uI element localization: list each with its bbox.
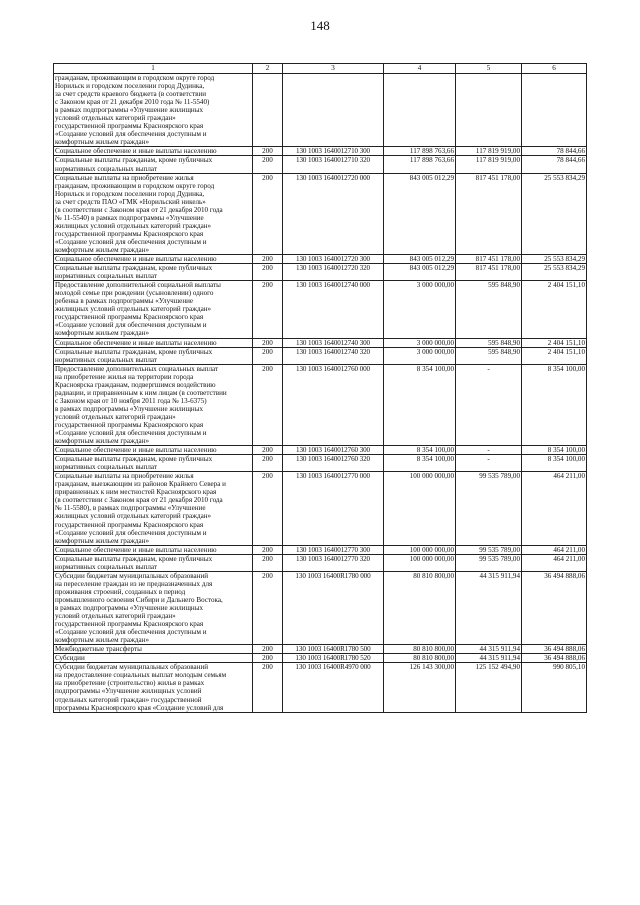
cell-approved-amount: 117 898 763,66 xyxy=(384,156,456,173)
cell-admin-code: 200 xyxy=(253,147,283,156)
cell-unexecuted-amount: 36 494 888,06 xyxy=(522,645,587,654)
table-row xyxy=(54,472,587,545)
cell-admin-code: 200 xyxy=(253,545,283,554)
table-row xyxy=(54,364,587,445)
cell-description: Социальные выплаты гражданам, кроме публичных нормативных социальных выплат xyxy=(54,264,253,281)
table-row xyxy=(54,173,587,254)
cell-approved-amount: 100 000 000,00 xyxy=(384,554,456,571)
cell-admin-code: 200 xyxy=(253,554,283,571)
cell-budget-classification-code: 130 1003 1640012760 320 xyxy=(283,455,384,472)
cell-approved-amount: 3 000 000,00 xyxy=(384,281,456,338)
cell-unexecuted-amount: 2 404 151,10 xyxy=(522,347,587,364)
cell-unexecuted-amount: 8 354 100,00 xyxy=(522,364,587,445)
table-row xyxy=(54,654,587,663)
cell-description: Социальные выплаты на приобретение жилья гражданам, выезжающим из районов Крайнего Севера и приравненных к ним местностей Красноярского края (в соответствии с Законом края от 21 декабря 2010 года № 11-5580), в рамках подпрограммы «Улучшение жилищных условий отдельных категорий граждан» государственной программы Красноярского края «Создание условий для обеспечения доступным и комфортным жильем граждан» xyxy=(54,472,253,545)
cell-executed-amount: 99 535 789,00 xyxy=(456,545,522,554)
cell-approved-amount: 100 000 000,00 xyxy=(384,472,456,545)
cell-unexecuted-amount: 464 211,00 xyxy=(522,554,587,571)
cell-budget-classification-code: 130 1003 1640012710 300 xyxy=(283,147,384,156)
cell-admin-code: 200 xyxy=(253,156,283,173)
cell-description: Субсидии бюджетам муниципальных образований на предоставление социальных выплат молодым семьям на приобретение (строительство) жилья в рамках подпрограммы «Улучшение жилищных условий отдельных категорий граждан» государственной программы Красноярского края «Создание условий для xyxy=(54,663,253,712)
cell-unexecuted-amount: 36 494 888,06 xyxy=(522,654,587,663)
cell-description: Социальные выплаты гражданам, кроме публичных нормативных социальных выплат xyxy=(54,156,253,173)
table-row xyxy=(54,645,587,654)
cell-budget-classification-code: 130 1003 16400R1780 000 xyxy=(283,571,384,644)
page-number: 148 xyxy=(310,18,330,33)
cell-description: Социальное обеспечение и иные выплаты населению xyxy=(54,255,253,264)
cell-unexecuted-amount: 2 404 151,10 xyxy=(522,281,587,338)
cell-executed-amount: 117 819 919,00 xyxy=(456,147,522,156)
cell-approved-amount: 8 354 100,00 xyxy=(384,455,456,472)
cell-approved-amount: 117 898 763,66 xyxy=(384,147,456,156)
cell-budget-classification-code: 130 1003 1640012760 000 xyxy=(283,364,384,445)
cell-description: Социальные выплаты гражданам, кроме публичных нормативных социальных выплат xyxy=(54,554,253,571)
cell-approved-amount: 80 810 800,00 xyxy=(384,571,456,644)
cell-admin-code: 200 xyxy=(253,255,283,264)
cell-executed-amount: 44 315 911,94 xyxy=(456,654,522,663)
cell-executed-amount: 44 315 911,94 xyxy=(456,645,522,654)
cell-unexecuted-amount: 78 844,66 xyxy=(522,156,587,173)
cell-admin-code: 200 xyxy=(253,446,283,455)
cell-description: Предоставление дополнительных социальных выплат на приобретение жилья на территории города Красноярска гражданам, подвергшимся воздействию радиации, и приравненным к ним лицам (в соответствии с Законом края от 10 ноября 2011 года № 13-6375) в рамках подпрограммы «Улучшение жилищных условий отдельных категорий граждан» государственной программы Красноярского края «Создание условий для обеспечения доступным и комфортным жильем граждан» xyxy=(54,364,253,445)
table-row xyxy=(54,554,587,571)
cell-admin-code: 200 xyxy=(253,654,283,663)
table-row xyxy=(54,281,587,338)
cell-admin-code: 200 xyxy=(253,264,283,281)
cell-unexecuted-amount: 25 553 834,29 xyxy=(522,255,587,264)
cell-unexecuted-amount: 464 211,00 xyxy=(522,472,587,545)
cell-description: Межбюджетные трансферты xyxy=(54,645,253,654)
cell-description: Социальное обеспечение и иные выплаты населению xyxy=(54,338,253,347)
cell-budget-classification-code: 130 1003 1640012740 320 xyxy=(283,347,384,364)
cell-approved-amount xyxy=(384,74,456,147)
cell-executed-amount: 595 848,90 xyxy=(456,338,522,347)
cell-description: Субсидии xyxy=(54,654,253,663)
cell-budget-classification-code: 130 1003 1640012710 320 xyxy=(283,156,384,173)
cell-executed-amount: - xyxy=(456,446,522,455)
cell-description: Социальное обеспечение и иные выплаты населению xyxy=(54,147,253,156)
cell-budget-classification-code: 130 1003 1640012720 300 xyxy=(283,255,384,264)
table-row xyxy=(54,264,587,281)
cell-admin-code xyxy=(253,74,283,147)
cell-executed-amount: - xyxy=(456,455,522,472)
cell-approved-amount: 100 000 000,00 xyxy=(384,545,456,554)
cell-executed-amount: 817 451 178,00 xyxy=(456,264,522,281)
cell-admin-code: 200 xyxy=(253,347,283,364)
cell-unexecuted-amount: 36 494 888,06 xyxy=(522,571,587,644)
cell-budget-classification-code: 130 1003 1640012770 300 xyxy=(283,545,384,554)
table-row xyxy=(54,74,587,147)
header-col-4: 4 xyxy=(384,64,456,74)
cell-admin-code: 200 xyxy=(253,663,283,712)
cell-unexecuted-amount: 8 354 100,00 xyxy=(522,455,587,472)
cell-budget-classification-code xyxy=(283,74,384,147)
cell-executed-amount: 125 152 494,90 xyxy=(456,663,522,712)
table-row xyxy=(54,455,587,472)
cell-description: Предоставление дополнительной социальной выплаты молодой семье при рождении (усыновлении) одного ребенка в рамках подпрограммы «Улучшение жилищных условий отдельных категорий граждан» государственной программы Красноярского края «Создание условий для обеспечения доступным и комфортным жильем граждан» xyxy=(54,281,253,338)
budget-table xyxy=(53,63,587,713)
table-row xyxy=(54,338,587,347)
cell-description: Социальные выплаты гражданам, кроме публичных нормативных социальных выплат xyxy=(54,455,253,472)
cell-executed-amount: 817 451 178,00 xyxy=(456,173,522,254)
cell-executed-amount: 44 315 911,94 xyxy=(456,571,522,644)
cell-unexecuted-amount: 78 844,66 xyxy=(522,147,587,156)
cell-budget-classification-code: 130 1003 1640012740 000 xyxy=(283,281,384,338)
cell-budget-classification-code: 130 1003 16400R1780 520 xyxy=(283,654,384,663)
cell-approved-amount: 8 354 100,00 xyxy=(384,446,456,455)
cell-executed-amount: 595 848,90 xyxy=(456,281,522,338)
header-col-3: 3 xyxy=(283,64,384,74)
cell-description: Субсидии бюджетам муниципальных образований на переселение граждан из не предназначенных для проживания строений, созданных в период промышленного освоения Сибири и Дальнего Востока, в рамках подпрограммы «Улучшение жилищных условий отдельных категорий граждан» государственной программы Красноярского края «Создание условий для обеспечения доступным и комфортным жильем граждан» xyxy=(54,571,253,644)
cell-admin-code: 200 xyxy=(253,472,283,545)
cell-description: Социальное обеспечение и иные выплаты населению xyxy=(54,545,253,554)
cell-admin-code: 200 xyxy=(253,645,283,654)
table-body xyxy=(54,74,587,713)
table-row xyxy=(54,156,587,173)
cell-budget-classification-code: 130 1003 1640012740 300 xyxy=(283,338,384,347)
cell-admin-code: 200 xyxy=(253,281,283,338)
cell-budget-classification-code: 130 1003 1640012760 300 xyxy=(283,446,384,455)
cell-approved-amount: 843 005 012,29 xyxy=(384,255,456,264)
cell-budget-classification-code: 130 1003 1640012770 320 xyxy=(283,554,384,571)
cell-unexecuted-amount: 464 211,00 xyxy=(522,545,587,554)
cell-admin-code: 200 xyxy=(253,364,283,445)
cell-budget-classification-code: 130 1003 1640012770 000 xyxy=(283,472,384,545)
cell-description: Социальные выплаты гражданам, кроме публичных нормативных социальных выплат xyxy=(54,347,253,364)
cell-approved-amount: 843 005 012,29 xyxy=(384,264,456,281)
cell-approved-amount: 3 000 000,00 xyxy=(384,338,456,347)
cell-approved-amount: 843 005 012,29 xyxy=(384,173,456,254)
cell-executed-amount: - xyxy=(456,364,522,445)
header-col-1: 1 xyxy=(54,64,253,74)
cell-admin-code: 200 xyxy=(253,571,283,644)
table-row xyxy=(54,663,587,712)
table-row xyxy=(54,545,587,554)
cell-unexecuted-amount xyxy=(522,74,587,147)
cell-executed-amount xyxy=(456,74,522,147)
cell-approved-amount: 3 000 000,00 xyxy=(384,347,456,364)
cell-admin-code: 200 xyxy=(253,338,283,347)
cell-budget-classification-code: 130 1003 1640012720 000 xyxy=(283,173,384,254)
cell-approved-amount: 8 354 100,00 xyxy=(384,364,456,445)
cell-admin-code: 200 xyxy=(253,455,283,472)
table-header-row xyxy=(54,64,587,74)
cell-executed-amount: 117 819 919,00 xyxy=(456,156,522,173)
cell-unexecuted-amount: 990 805,10 xyxy=(522,663,587,712)
cell-executed-amount: 99 535 789,00 xyxy=(456,554,522,571)
cell-executed-amount: 99 535 789,00 xyxy=(456,472,522,545)
table-row xyxy=(54,147,587,156)
cell-approved-amount: 126 143 300,00 xyxy=(384,663,456,712)
cell-approved-amount: 80 810 800,00 xyxy=(384,654,456,663)
cell-executed-amount: 817 451 178,00 xyxy=(456,255,522,264)
cell-description: Социальные выплаты на приобретение жилья гражданам, проживающим в городском округе город Норильск и городском поселении город Дудинка, за счет средств ПАО «ГМК «Норильский никель» (в соответствии с Законом края от 21 декабря 2010 года № 11-5540) в рамках подпрограммы «Улучшение жилищных условий отдельных категорий граждан» государственной программы Красноярского края «Создание условий для обеспечения доступным и комфортным жильем граждан» xyxy=(54,173,253,254)
cell-budget-classification-code: 130 1003 16400R1780 500 xyxy=(283,645,384,654)
header-col-6: 6 xyxy=(522,64,587,74)
cell-unexecuted-amount: 25 553 834,29 xyxy=(522,264,587,281)
cell-budget-classification-code: 130 1003 16400R4970 000 xyxy=(283,663,384,712)
cell-description: Социальное обеспечение и иные выплаты населению xyxy=(54,446,253,455)
cell-description: гражданам, проживающим в городском округе город Норильск и городском поселении город Дудинка, за счет средств краевого бюджета (в соответствии с Законом края от 21 декабря 2010 года № 11-5540) в рамках подпрограммы «Улучшение жилищных условий отдельных категорий граждан» государственной программы Красноярского края «Создание условий для обеспечения доступным и комфортным жильем граждан» xyxy=(54,74,253,147)
table-row xyxy=(54,255,587,264)
cell-unexecuted-amount: 25 553 834,29 xyxy=(522,173,587,254)
cell-approved-amount: 80 810 800,00 xyxy=(384,645,456,654)
table-row xyxy=(54,347,587,364)
header-col-2: 2 xyxy=(253,64,283,74)
header-col-5: 5 xyxy=(456,64,522,74)
cell-executed-amount: 595 848,90 xyxy=(456,347,522,364)
table-row xyxy=(54,571,587,644)
cell-budget-classification-code: 130 1003 1640012720 320 xyxy=(283,264,384,281)
cell-unexecuted-amount: 2 404 151,10 xyxy=(522,338,587,347)
table-row xyxy=(54,446,587,455)
cell-unexecuted-amount: 8 354 100,00 xyxy=(522,446,587,455)
cell-admin-code: 200 xyxy=(253,173,283,254)
